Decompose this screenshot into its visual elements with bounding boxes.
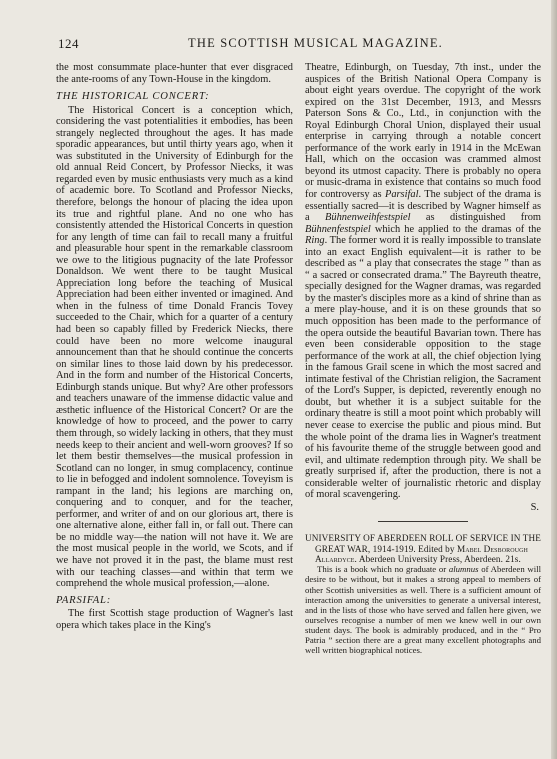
- heading-parsifal: PARSIFAL:: [56, 594, 112, 606]
- parsifal-text-part-5: . The former word it is really impossible to translate into an exact English equivalent—it is rather to be described as “ a play that consecrates the stage ” than as “ a sacred or consecrated drama.” The Bayreuth theatre, specially designed for the Wagner dramas, was regarded by the master's disciples more as a kind of shrine than as a mere play-house, and it is on these grounds that so much opposition has been made to the performance of the opera outside the beautiful Bavarian town. There has even been considerable opposition to the stage performance of the work at all, the chief objection lying in the famous Grail scene in which the most sacred and intimate festival of the Christian religion, the Sacrament of the Lord's Supper, is depicted, reverently enough no doubt, but whether it is a subject suitable for the ordinary theatre is still a moot point which probably will never cease to exercise the public and pious mind. But the whole point of the drama lies in Wagner's treatment of his favourite theme of the struggle between good and evil, and ultimate redemption through pity. We shall be greatly surprised if, after the production, there is not a considerable welter of journalistic rhetoric and display of moral scavengering.: [305, 235, 541, 501]
- heading-historical-concert: THE HISTORICAL CONCERT:: [56, 91, 210, 103]
- parsifal-title-italic: Parsifal: [384, 189, 419, 201]
- page-number: 124: [58, 36, 79, 51]
- running-title: THE SCOTTISH MUSICAL MAGAZINE.: [188, 36, 443, 50]
- page-header: [58, 36, 533, 52]
- author-signature: S.: [530, 501, 539, 513]
- review-body: [305, 564, 541, 655]
- left-column: [56, 62, 293, 631]
- section-divider: [378, 521, 468, 522]
- review-alumnus-italic: alumnus: [448, 564, 479, 575]
- right-column: [305, 62, 541, 656]
- review-body-part-1: This is a book which no graduate or: [317, 564, 449, 575]
- intro-paragraph: the most consummate place-hunter that ever disgraced the ante-rooms of any Town-House in the kingdom.: [56, 62, 293, 85]
- parsifal-text-part-1: Theatre, Edinburgh, on Tuesday, 7th inst., under the auspices of the British National Opera Company is about eight years overdue. The copyright of the work expired on the 31st December, 1913, and Messrs Paterson Sons & Co., Ltd., in conjunction with the Royal Edinburgh Choral Union, displayed their usual enterprise in carrying through a notable concert performance of the work early in 1914 in the McEwan Hall, which on the occasion was crammed almost beyond its utmost capacity. There is probably no opera or music-drama in existence that contains so much food for controversy as: [305, 62, 541, 201]
- buhnenweihfestspiel-italic: Bühnenweihfestspiel: [325, 212, 411, 224]
- parsifal-text-part-2: . The subject of the drama is essentially sacred—it is described by Wagner himself as a: [305, 189, 541, 224]
- review-publisher: . Aberdeen University Press, Aberdeen. 21s.: [354, 553, 521, 564]
- review-body-part-2: of Aberdeen will desire to be without, but it makes a strong appeal to members of other Scottish universities as well. There is a sufficient amount of interaction among the universities to generate a universal interest, and in the lists of those who have served and fallen here given, we ourselves recognise a number of men we knew well in our own student days. The book is admirably produced, and in the “ Pro Patria ” section there are a great many excellent photographs and well written biographical notices.: [305, 564, 541, 656]
- parsifal-text-part-4: which he applied to the dramas of the: [370, 223, 541, 235]
- historical-concert-paragraph: The Historical Concert is a conception which, considering the vast potentialities it embodies, has been strangely neglected throughout the ages. It has made sporadic appearances, but until thirty years ago, when it was substituted in the University of Edinburgh for the old annual Reid Concert, by Professor Niecks, it was regarded even by music enthusiasts very much as a kind of academic bore. To Scotland and Professor Niecks, therefore, belongs the honour of placing the idea upon its true and rightful plane. And no one who has consistently attended the Historical Concerts in question for any length of time can fail to recall many a fruitful and pleasurable hour spent in the remarkable classroom we owe to the litigious pugnacity of the late Professor Donaldson. We went there to be taught Musical Appreciation long before the teaching of Musical Appreciation had been either invented or imagined. And when in the fulness of time Donald Francis Tovey succeeded to the Chair, which for a quarter of a century had been so capably filled by Frederick Niecks, there could have been no more welcome inaugural announcement than that he should continue the concerts on similar lines to those laid down by his predecessor. And in the form and number of the Historical Concerts, Edinburgh stands unique. But why? Are other professors and teachers unaware of the immense didactic value and æsthetic influence of the Historical Concert? Or are the knowledge of how to proceed, and the power to carry them through, so widely lacking in others, that they must needs keep to their ancient and well-worn grooves? If so let them bestir themselves—the musical profession in Scotland can no longer, in smug complacency, continue to lie in befogged and indolent somnolence. Toveyism is rampant in the land; his legions are marching on, conquering and to conquer, and for the teacher, performer, and writer of and on our glorious art, there is one alternative alone, either fall in, or fall out. There can be no middle way—the nation will not have it. We are the most musical people in the world, we Scots, and if we have not proved it in the past, the blame must rest with our teaching classes—and within that term we comprehend the whole musical profession,—alone.: [56, 104, 293, 590]
- review-editor: Mabel Desborough Allardyce: [315, 543, 528, 564]
- buhnenfestspiel-italic: Bühnenfestspiel: [305, 223, 371, 235]
- review-citation: [305, 533, 541, 564]
- parsifal-text-part-3: as distinguished from: [410, 212, 541, 224]
- parsifal-paragraph-continued: [305, 62, 541, 501]
- review-title: UNIVERSITY OF ABERDEEN ROLL OF SERVICE IN THE GREAT WAR, 1914-1919. Edited by: [305, 533, 541, 554]
- ring-title-italic: Ring: [305, 235, 325, 247]
- page-edge-shadow: [551, 0, 557, 759]
- parsifal-paragraph-start: The first Scottish stage production of Wagner's last opera which takes place in the King's: [56, 608, 293, 631]
